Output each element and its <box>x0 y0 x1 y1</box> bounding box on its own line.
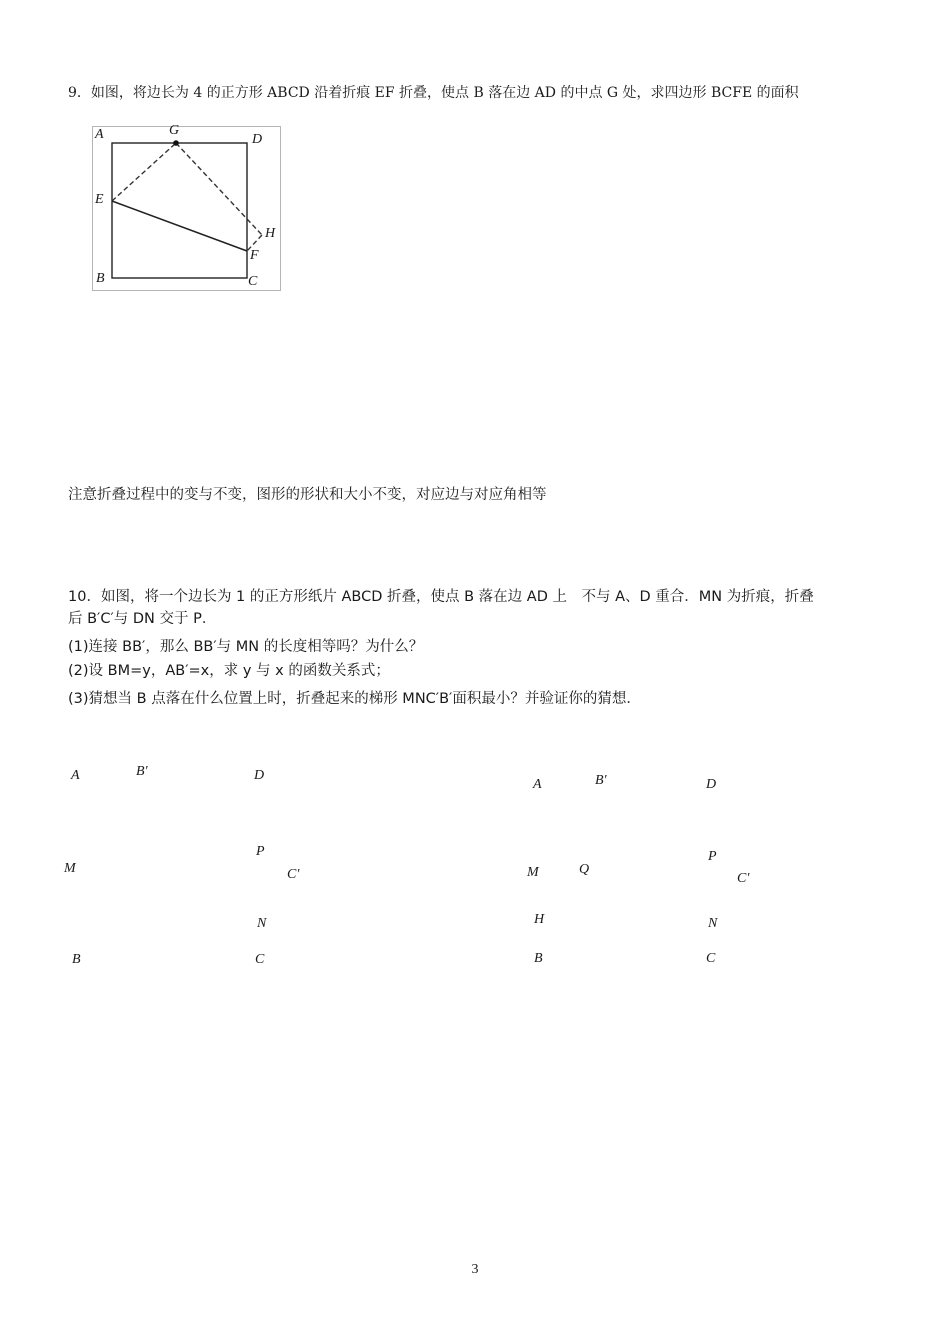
right-label-c-prime: C′ <box>737 871 750 886</box>
right-label-n: N <box>708 916 718 931</box>
fold-diagram-svg <box>92 126 282 292</box>
label-e: E <box>95 192 104 207</box>
right-label-b: B <box>534 951 543 966</box>
right-label-b-prime: B′ <box>595 773 607 788</box>
right-label-c: C <box>706 951 716 966</box>
right-label-d: D <box>706 777 717 792</box>
left-label-b-prime: B′ <box>136 764 148 779</box>
label-h: H <box>265 226 276 241</box>
label-c: C <box>248 274 258 289</box>
right-label-p: P <box>708 849 717 864</box>
label-f: F <box>250 248 259 263</box>
label-a: A <box>95 127 104 142</box>
figure-frame <box>93 127 281 291</box>
left-label-a: A <box>71 768 80 783</box>
right-label-q: Q <box>579 862 590 877</box>
question-10-line-1: 10．如图，将一个边长为 1 的正方形纸片 ABCD 折叠，使点 B 落在边 AD 上 不与 A、D 重合．MN 为折痕，折叠 <box>68 589 814 605</box>
label-b: B <box>96 271 105 286</box>
question-9-text: 9．如图，将边长为 4 的正方形 ABCD 沿着折痕 EF 折叠，使点 B 落在边 AD 的中点 G 处，求四边形 BCFE 的面积 <box>68 85 799 101</box>
crease-ef <box>112 201 247 251</box>
question-9-figure <box>92 123 282 292</box>
left-label-b: B <box>72 952 81 967</box>
right-label-m: M <box>527 865 539 880</box>
page-number: 3 <box>471 1262 479 1277</box>
left-label-n: N <box>257 916 267 931</box>
right-label-h: H <box>534 912 545 927</box>
label-d: D <box>252 132 263 147</box>
question-10-line-2: 后 B′C′与 DN 交于 P． <box>68 611 217 627</box>
left-label-m: M <box>64 861 76 876</box>
square-abcd <box>112 143 247 278</box>
note-text: 注意折叠过程中的变与不变，图形的形状和大小不变，对应边与对应角相等 <box>68 487 547 503</box>
left-label-p: P <box>256 844 265 859</box>
question-10-part-3: (3)猜想当 B 点落在什么位置上时，折叠起来的梯形 MNC′B′面积最小？并验证你的猜想． <box>68 691 641 707</box>
left-label-c: C <box>255 952 265 967</box>
right-label-a: A <box>533 777 542 792</box>
question-10-part-2: (2)设 BM=y，AB′=x，求 y 与 x 的函数关系式； <box>68 663 390 679</box>
left-label-d: D <box>254 768 265 783</box>
question-10-part-1: (1)连接 BB′，那么 BB′与 MN 的长度相等吗？为什么？ <box>68 639 424 655</box>
point-g <box>173 140 179 146</box>
left-label-c-prime: C′ <box>287 867 300 882</box>
dashed-gh <box>176 143 262 235</box>
label-g: G <box>169 123 180 138</box>
dashed-eg <box>112 143 176 201</box>
